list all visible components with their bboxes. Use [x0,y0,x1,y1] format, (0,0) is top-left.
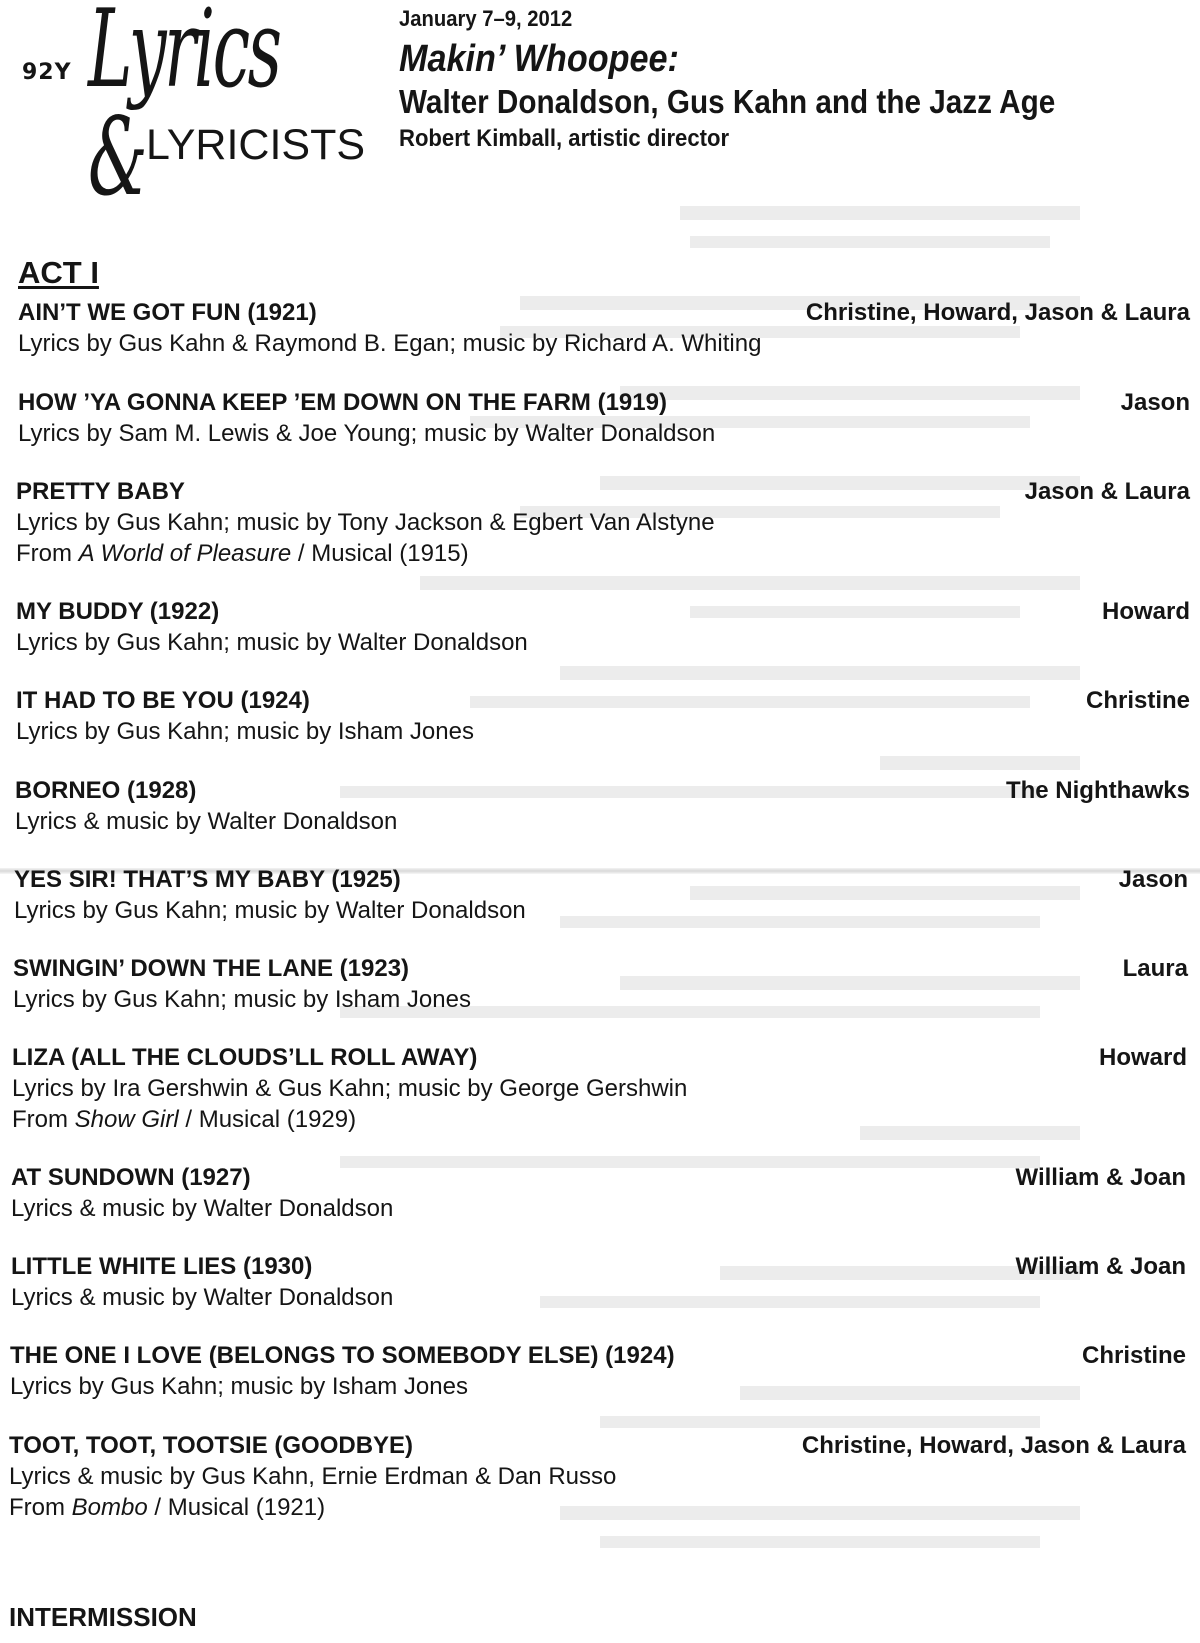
song-performers: William & Joan [1015,1164,1186,1191]
song-entry [16,476,1190,569]
song-title: BORNEO (1928) [15,777,197,804]
song-title: AIN’T WE GOT FUN (1921) [18,299,317,326]
song-title: THE ONE I LOVE (BELONGS TO SOMEBODY ELSE) (1924) [10,1342,675,1369]
song-credits: Lyrics by Ira Gershwin & Gus Kahn; music by George Gershwin [12,1075,688,1102]
song-performers: Christine [1085,687,1190,714]
song-title: TOOT, TOOT, TOOTSIE (GOODBYE) [9,1432,414,1459]
song-entry [11,1251,1186,1313]
song-entry [16,685,1190,747]
source-suffix: / Musical (1921) [147,1494,326,1521]
song-performers: Christine [1081,1342,1186,1369]
song-title: AT SUNDOWN (1927) [11,1164,251,1191]
song-performers: The Nighthawks [1005,777,1190,804]
song-entry [14,864,1188,926]
song-performers: Christine, Howard, Jason & Laura [801,1432,1186,1459]
logo-wordmark: LYRICISTS [146,121,366,169]
song-credits: Lyrics by Gus Kahn; music by Walter Donaldson [14,897,526,924]
event-date: January 7–9, 2012 [399,6,573,31]
logo-script-text: Lyrics & [88,0,280,220]
song-source [16,538,1190,569]
song-performers: Howard [1101,598,1190,625]
song-title: IT HAD TO BE YOU (1924) [16,687,310,714]
song-source [12,1104,1187,1135]
source-show-name: Bombo [71,1494,148,1521]
source-prefix: From [9,1494,72,1521]
source-show-name: Show Girl [74,1106,179,1133]
song-title: LIZA (ALL THE CLOUDS’LL ROLL AWAY) [12,1044,478,1071]
artistic-director: Robert Kimball, artistic director [399,125,730,152]
song-entry [12,1042,1187,1135]
song-performers: Laura [1122,955,1188,982]
song-source [9,1492,1186,1523]
song-entry [13,953,1188,1015]
song-performers: Jason & Laura [1024,478,1190,505]
song-title: SWINGIN’ DOWN THE LANE (1923) [13,955,410,982]
song-entry [11,1162,1186,1224]
song-credits: Lyrics & music by Walter Donaldson [15,808,398,835]
song-credits: Lyrics by Gus Kahn; music by Isham Jones [13,986,471,1013]
song-performers: Howard [1098,1044,1187,1071]
song-title: PRETTY BABY [16,478,185,505]
song-entry [15,775,1190,837]
song-title: LITTLE WHITE LIES (1930) [11,1253,313,1280]
source-show-name: A World of Pleasure [78,540,292,567]
song-performers: William & Joan [1015,1253,1186,1280]
song-title: YES SIR! THAT’S MY BABY (1925) [14,866,401,893]
intermission-heading: INTERMISSION [9,1602,197,1632]
song-credits: Lyrics by Gus Kahn; music by Isham Jones [10,1373,468,1400]
song-performers: Christine, Howard, Jason & Laura [805,299,1190,326]
source-prefix: From [12,1106,75,1133]
song-credits: Lyrics by Gus Kahn; music by Isham Jones [16,718,474,745]
song-entry [18,387,1190,449]
logo-org-mark: 92Y [22,60,72,85]
act-heading: ACT I [18,255,99,290]
source-suffix: / Musical (1915) [291,540,469,567]
song-entry [9,1430,1186,1523]
song-credits: Lyrics & music by Gus Kahn, Ernie Erdman & Dan Russo [9,1463,617,1490]
song-credits: Lyrics & music by Walter Donaldson [11,1195,394,1222]
song-credits: Lyrics by Gus Kahn; music by Walter Donaldson [16,629,528,656]
song-entry [10,1340,1186,1402]
show-title: Makin’ Whoopee: [399,38,679,80]
show-subtitle: Walter Donaldson, Gus Kahn and the Jazz Age [399,83,1056,120]
song-credits: Lyrics & music by Walter Donaldson [11,1284,394,1311]
song-credits: Lyrics by Gus Kahn & Raymond B. Egan; music by Richard A. Whiting [18,330,762,357]
source-prefix: From [16,540,79,567]
source-suffix: / Musical (1929) [178,1106,357,1133]
song-performers: Jason [1118,866,1188,893]
song-entry [16,596,1190,658]
song-performers: Jason [1120,389,1190,416]
song-credits: Lyrics by Gus Kahn; music by Tony Jackson & Egbert Van Alstyne [16,509,715,536]
song-credits: Lyrics by Sam M. Lewis & Joe Young; music by Walter Donaldson [18,420,716,447]
song-entry [18,297,1190,359]
song-title: MY BUDDY (1922) [16,598,220,625]
song-title: HOW ’YA GONNA KEEP ’EM DOWN ON THE FARM (1919) [18,389,667,416]
